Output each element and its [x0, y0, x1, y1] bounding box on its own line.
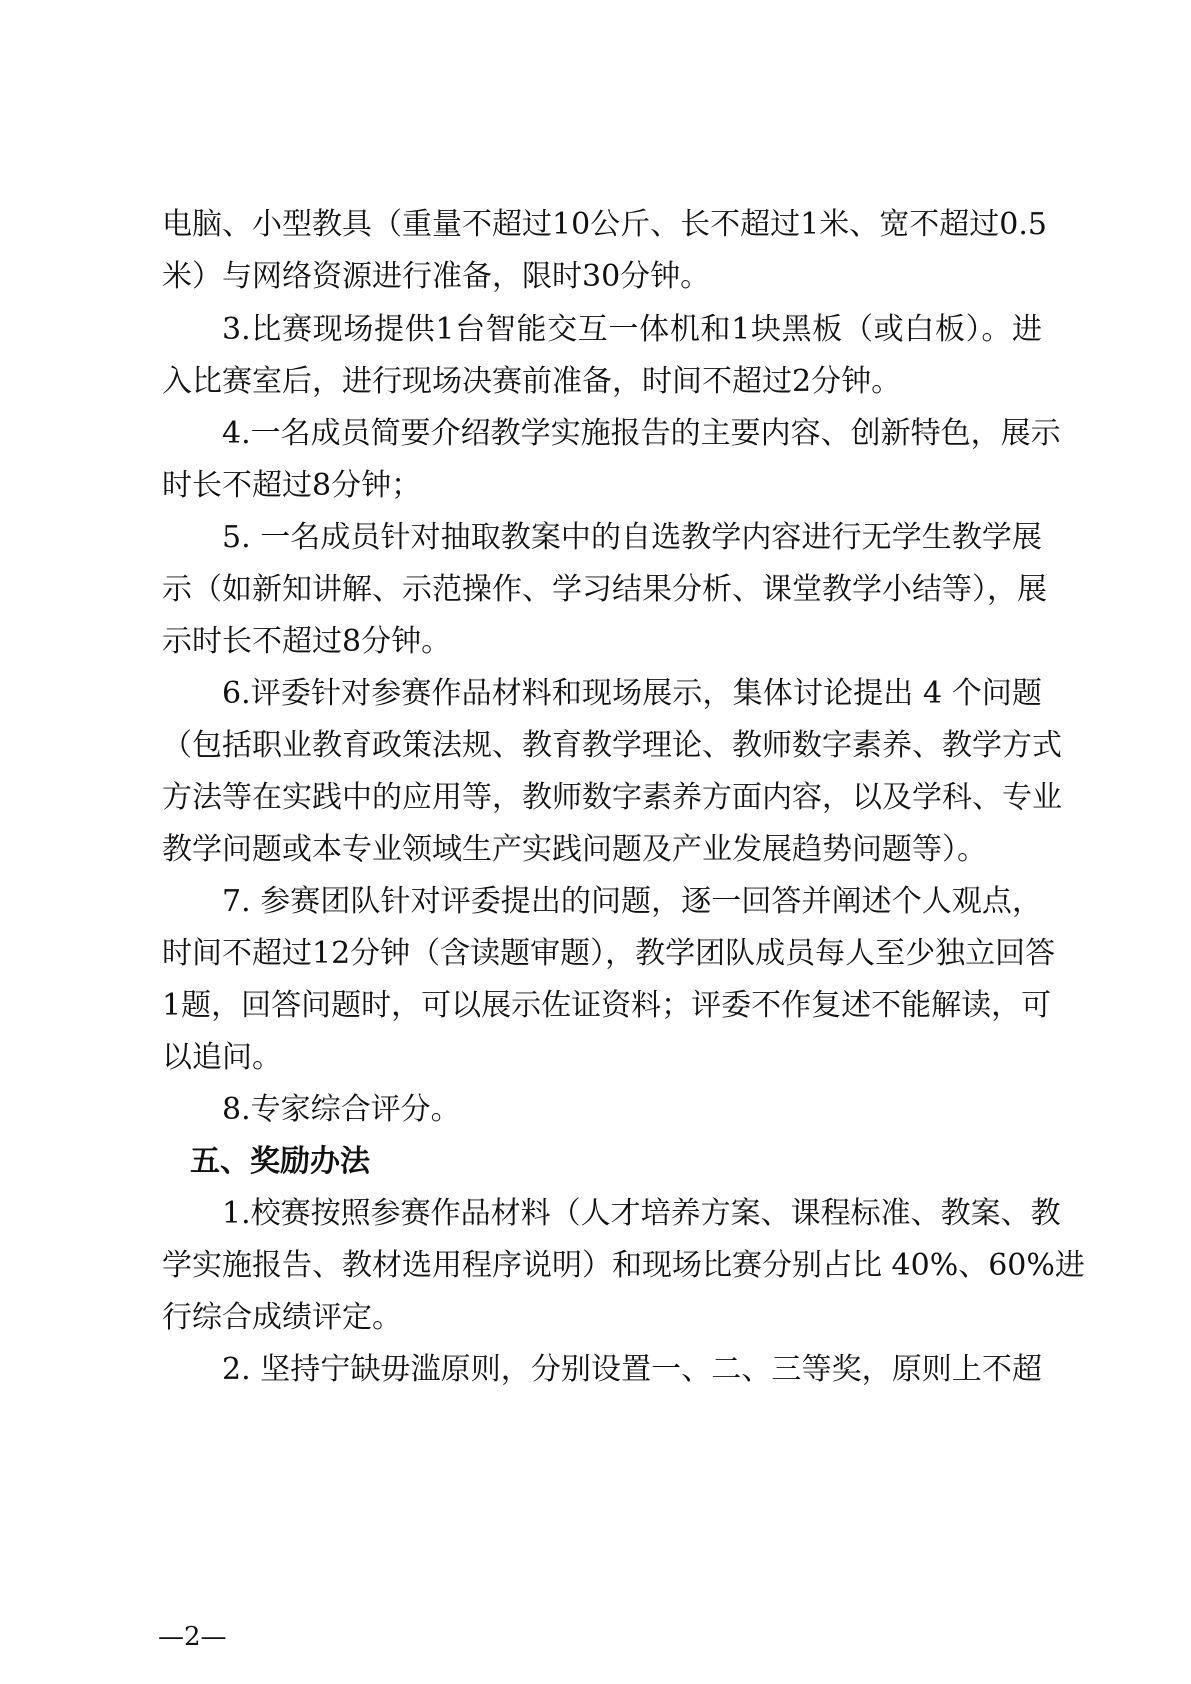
paragraph-line: 以追问。: [162, 1040, 282, 1075]
paragraph-line: 学实施报告、教材选用程序说明）和现场比赛分别占比 40%、60%进: [162, 1248, 1085, 1283]
paragraph-line: 时间不超过12分钟（含读题审题），教学团队成员每人至少独立回答: [162, 936, 1056, 971]
paragraph-line: 时长不超过8分钟；: [162, 468, 422, 503]
paragraph-line: 1.校赛按照参赛作品材料（人才培养方案、课程标准、教案、教: [222, 1196, 1061, 1231]
paragraph-line: 示时长不超过8分钟。: [162, 624, 452, 659]
paragraph-line: 5. 一名成员针对抽取教案中的自选教学内容进行无学生教学展: [222, 520, 1042, 555]
paragraph-line: 方法等在实践中的应用等，教师数字素养方面内容，以及学科、专业: [162, 780, 1062, 815]
paragraph-line: 4.一名成员简要介绍教学实施报告的主要内容、创新特色，展示: [222, 416, 1061, 451]
paragraph-line: 7. 参赛团队针对评委提出的问题，逐一回答并阐述个人观点，: [222, 884, 1042, 919]
section-heading: 五、奖励办法: [190, 1144, 370, 1179]
paragraph-line: 电脑、小型教具（重量不超过10公斤、长不超过1米、宽不超过0.5: [162, 207, 1047, 242]
paragraph-line: 6.评委针对参赛作品材料和现场展示，集体讨论提出 4 个问题: [222, 676, 1042, 711]
paragraph-line: （包括职业教育政策法规、教育教学理论、教师数字素养、教学方式: [162, 728, 1062, 763]
paragraph-line: 入比赛室后，进行现场决赛前准备，时间不超过2分钟。: [162, 364, 902, 399]
paragraph-line: 3.比赛现场提供1台智能交互一体机和1块黑板（或白板）。进: [222, 312, 1042, 347]
paragraph-line: 8.专家综合评分。: [222, 1092, 461, 1127]
page-number: —2—: [158, 1622, 227, 1652]
paragraph-line: 2. 坚持宁缺毋滥原则，分别设置一、二、三等奖，原则上不超: [222, 1352, 1042, 1387]
paragraph-line: 教学问题或本专业领域生产实践问题及产业发展趋势问题等）。: [162, 832, 987, 867]
paragraph-line: 示（如新知讲解、示范操作、学习结果分析、课堂教学小结等），展: [162, 572, 1047, 607]
paragraph-line: 1题，回答问题时，可以展示佐证资料；评委不作复述不能解读，可: [162, 988, 1052, 1023]
paragraph-line: 行综合成绩评定。: [162, 1300, 402, 1335]
paragraph-line: 米）与网络资源进行准备，限时30分钟。: [162, 259, 711, 294]
